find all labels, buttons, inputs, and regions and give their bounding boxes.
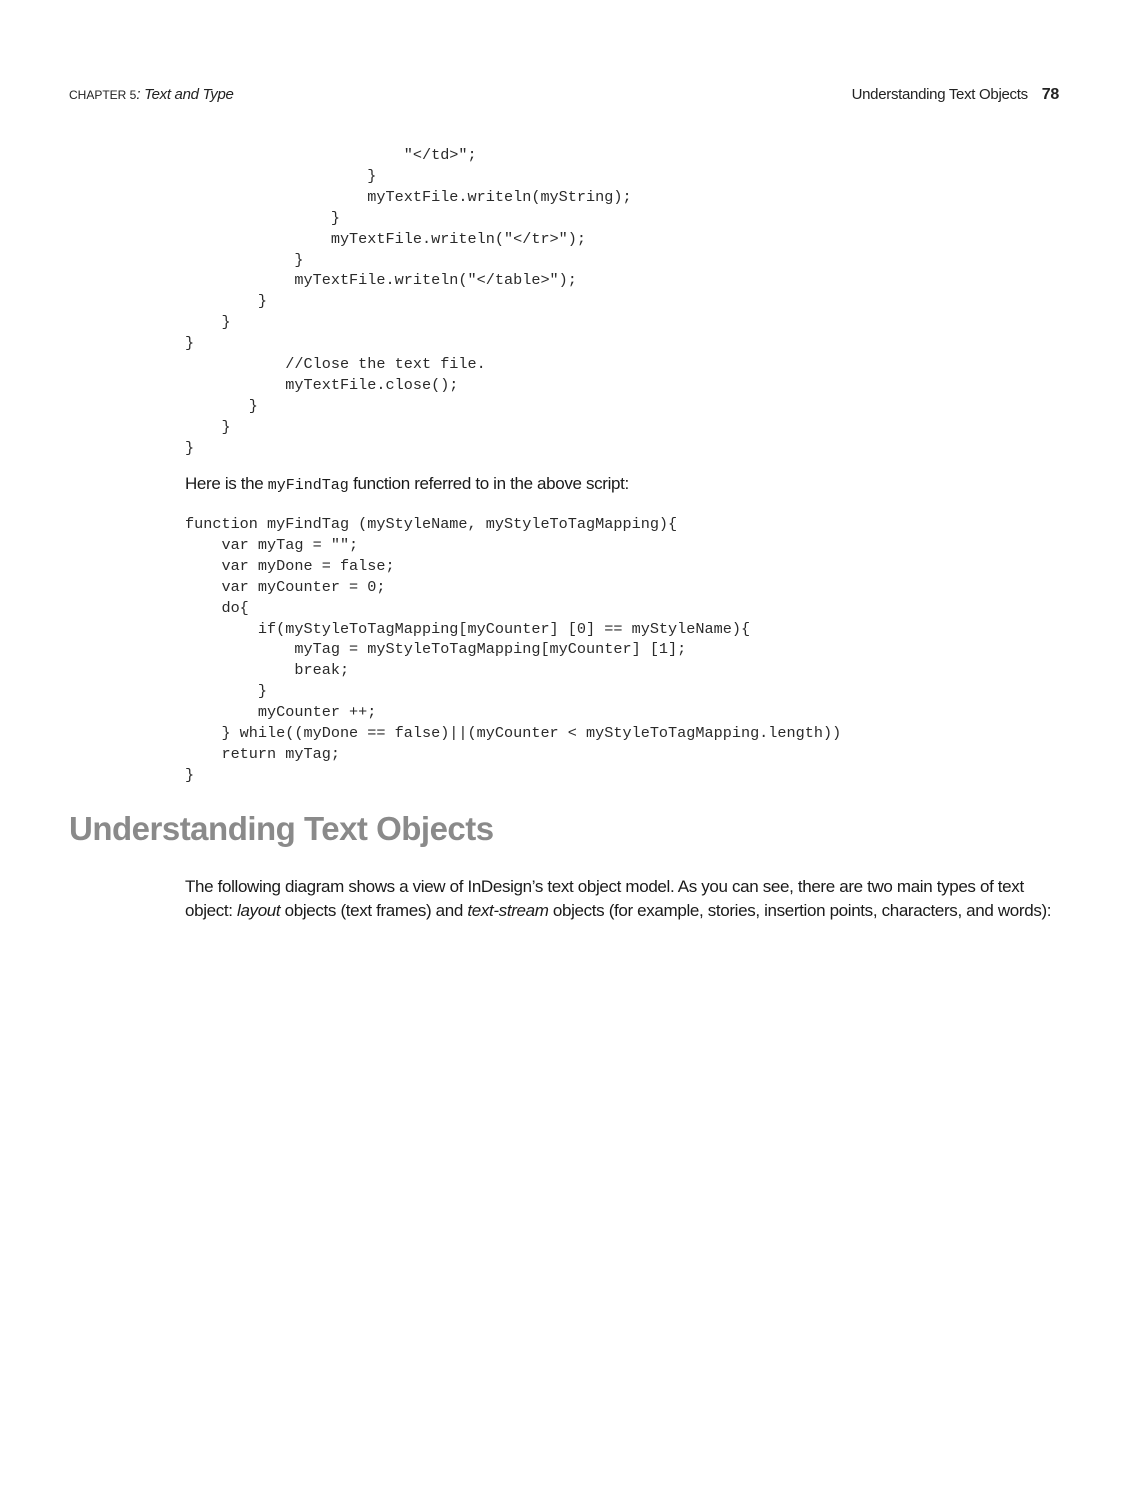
- code-block-continuation: "</td>"; } myTextFile.writeln(myString); } myTextFile.writeln("</tr>"); } myTextFile.writeln("</table>"); } } } //Close the text file. myTextFile.close(); } } }: [185, 146, 632, 457]
- inline-code-myfindtag: myFindTag: [267, 477, 349, 494]
- section-heading: Understanding Text Objects: [69, 810, 494, 847]
- intro-text-before: Here is the: [185, 474, 268, 493]
- code-block-myfindtag: function myFindTag (myStyleName, myStyleToTagMapping){ var myTag = ""; var myDone = false; var myCounter = 0; do{ if(myStyleToTagMapping[myCounter] [0] == myStyleName){ myTag = myStyleToTagMapping[myCounter] [1]; break; } myCounter ++; } while((myDone == false)||(myCounter < myStyleToTagMapping.length)) return myTag; }: [185, 515, 842, 784]
- page-number: 78: [1041, 86, 1059, 103]
- para-emphasis-text-stream: text-stream: [467, 901, 549, 920]
- intro-paragraph: [185, 472, 1065, 498]
- para-emphasis-layout: layout: [237, 901, 281, 920]
- running-header-section: [852, 86, 1059, 104]
- para-text-3: objects (for example, stories, insertion points, characters, and words):: [548, 901, 1052, 920]
- intro-text-after: function referred to in the above script:: [348, 474, 629, 493]
- chapter-label: CHAPTER 5: [69, 88, 137, 102]
- body-paragraph: [185, 875, 1065, 923]
- running-header-chapter: [69, 86, 234, 103]
- chapter-title: : Text and Type: [136, 86, 234, 103]
- section-title: Understanding Text Objects: [851, 86, 1028, 103]
- para-text-2: objects (text frames) and: [280, 901, 468, 920]
- para-text-1: The following diagram shows a view of InDesign’s text object model. As you can see, there are two main types of text object:: [185, 877, 1024, 920]
